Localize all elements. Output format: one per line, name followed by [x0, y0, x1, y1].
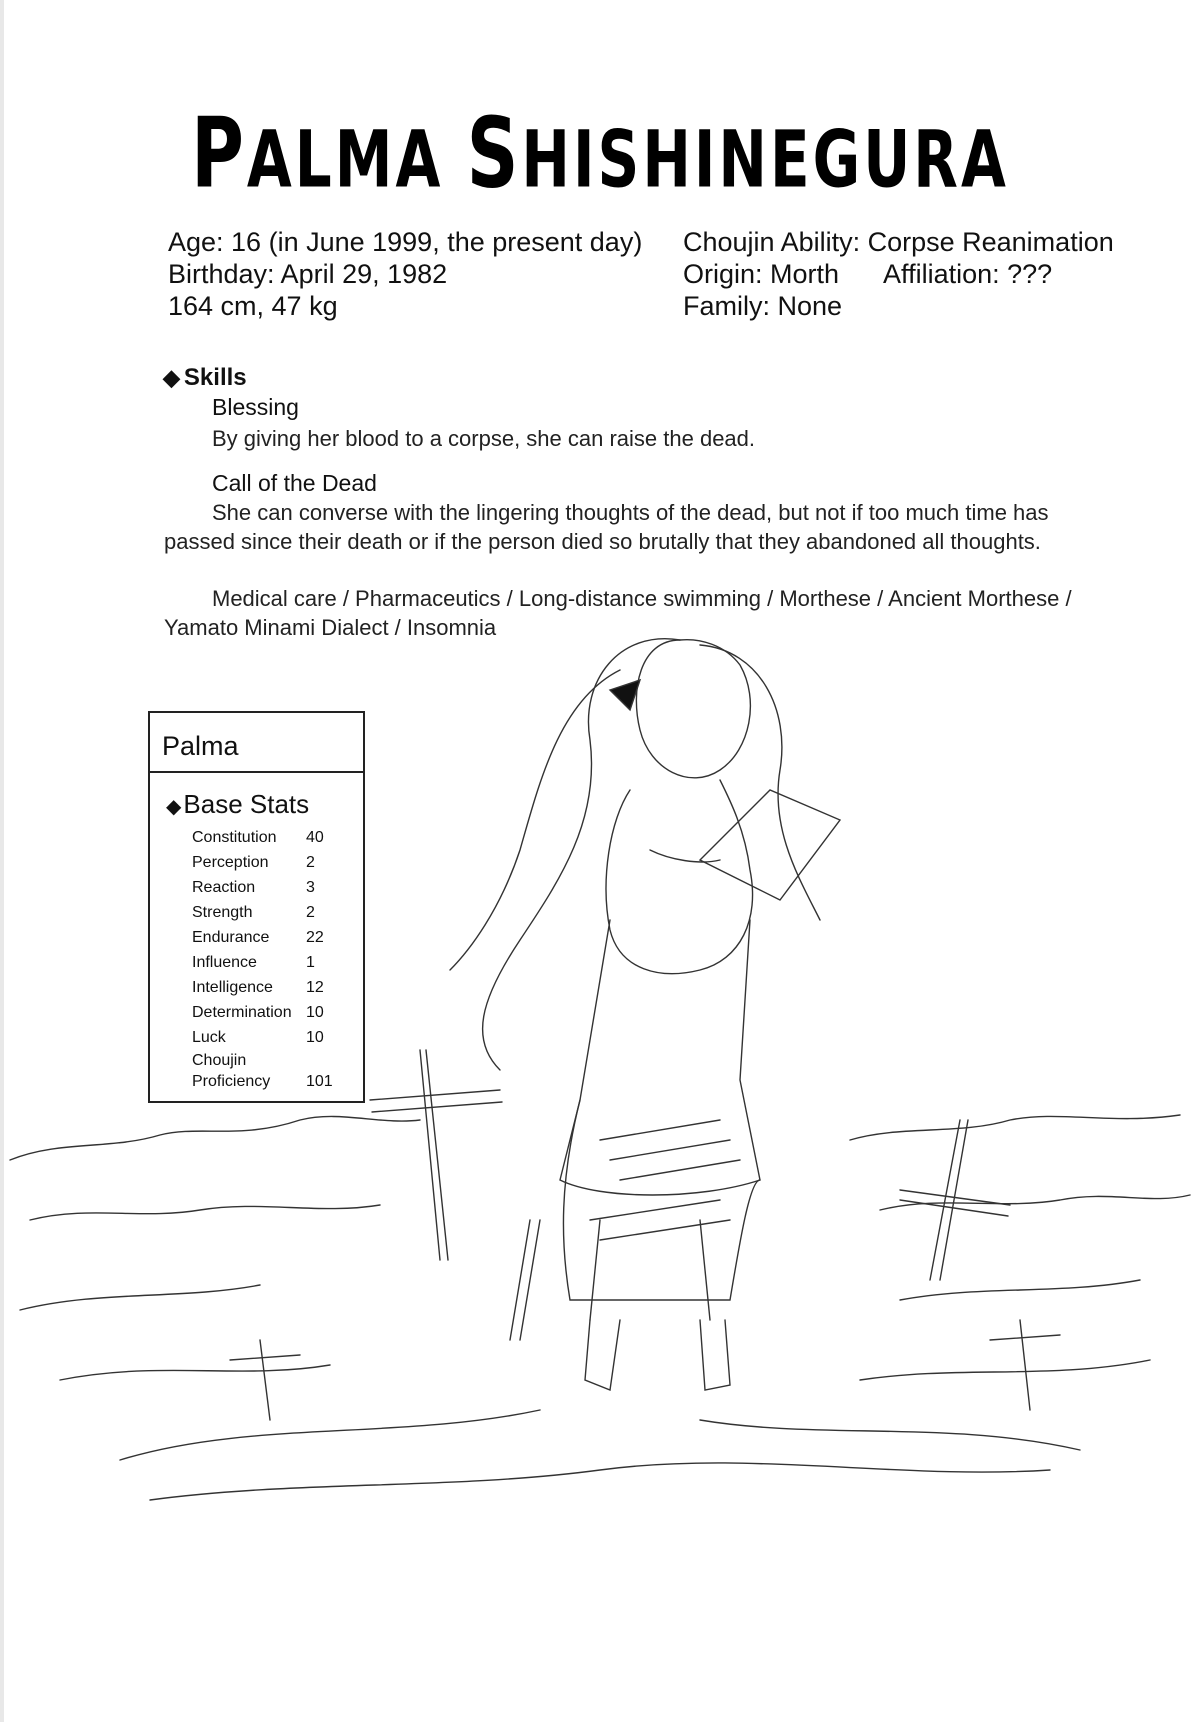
stat-label: Choujin Proficiency [192, 1052, 271, 1090]
stat-row [192, 900, 362, 925]
stat-row [192, 975, 362, 1000]
skill-name-blessing: Blessing [212, 394, 299, 420]
stat-value: 12 [306, 979, 324, 996]
profile-ability-info [683, 226, 1114, 322]
misc-skills-list: Medical care / Pharmaceutics / Long-distance swimming / Morthese / Ancient Morthese / Yamato Minami Dialect / Insomnia [164, 586, 1072, 640]
profile-basic-info [168, 226, 642, 322]
origin-text: Origin: Morth [683, 259, 840, 289]
stat-row [192, 950, 362, 975]
diamond-bullet-icon: ◆ [166, 796, 182, 818]
age-text: Age: 16 (in June 1999, the present day) [168, 227, 643, 257]
stat-row [192, 925, 362, 950]
origin-affiliation-line [683, 258, 1114, 290]
skills-heading-label: Skills [183, 364, 247, 391]
stat-value: 2 [306, 854, 315, 871]
stat-label: Determination [192, 1004, 292, 1021]
stat-value: 40 [306, 829, 324, 846]
stat-row [192, 1025, 362, 1050]
girl-figure-sketch [450, 639, 840, 1390]
birthday-text: Birthday: April 29, 1982 [168, 259, 448, 289]
stat-row [192, 875, 362, 900]
stat-label: Constitution [192, 829, 277, 846]
skills-heading [163, 364, 247, 392]
skill-description-call-of-the-dead: She can converse with the lingering thoughts of the dead, but not if too much time has passed since their death or if the person died so brutally that they abandoned all thoughts. [164, 500, 1049, 554]
stat-list [192, 825, 362, 1092]
diamond-bullet-icon: ◆ [163, 365, 180, 390]
stat-row [192, 850, 362, 875]
stat-label: Strength [192, 904, 253, 921]
stat-value: 2 [306, 904, 315, 921]
stat-value: 101 [306, 1073, 333, 1090]
height-weight-text: 164 cm, 47 kg [168, 291, 338, 321]
stat-label: Luck [192, 1029, 226, 1046]
stats-card [148, 711, 365, 1103]
family-text: Family: None [683, 291, 843, 321]
skill-description-blessing: By giving her blood to a corpse, she can raise the dead. [212, 426, 756, 451]
stat-label: Reaction [192, 879, 256, 896]
title-last-initial: S [466, 96, 522, 210]
stat-label: Intelligence [192, 979, 273, 996]
stat-value: 1 [306, 954, 315, 971]
base-stats-label: Base Stats [183, 789, 310, 819]
ground-clouds-sketch [10, 1115, 1190, 1500]
stat-label: Influence [192, 954, 257, 971]
stat-value: 10 [306, 1004, 324, 1021]
affiliation-text: Affiliation: ??? [883, 259, 1053, 289]
title-first-initial: P [191, 96, 247, 210]
stat-value: 22 [306, 929, 324, 946]
stat-row [192, 1050, 362, 1092]
base-stats-heading [166, 789, 309, 820]
stat-value: 10 [306, 1029, 324, 1046]
stat-label: Perception [192, 854, 269, 871]
skill-name-call-of-the-dead: Call of the Dead [212, 470, 377, 496]
stat-value: 3 [306, 879, 315, 896]
title-first-rest: ALMA [246, 113, 444, 206]
stat-row [192, 825, 362, 850]
title-last-rest: HISHINEGURA [521, 113, 1009, 206]
ability-text: Choujin Ability: Corpse Reanimation [683, 227, 1114, 257]
stat-row [192, 1000, 362, 1025]
stat-label: Endurance [192, 929, 270, 946]
grave-crosses-sketch [230, 1050, 1060, 1420]
character-name-title [0, 96, 1200, 209]
stats-card-name: Palma [150, 713, 363, 773]
